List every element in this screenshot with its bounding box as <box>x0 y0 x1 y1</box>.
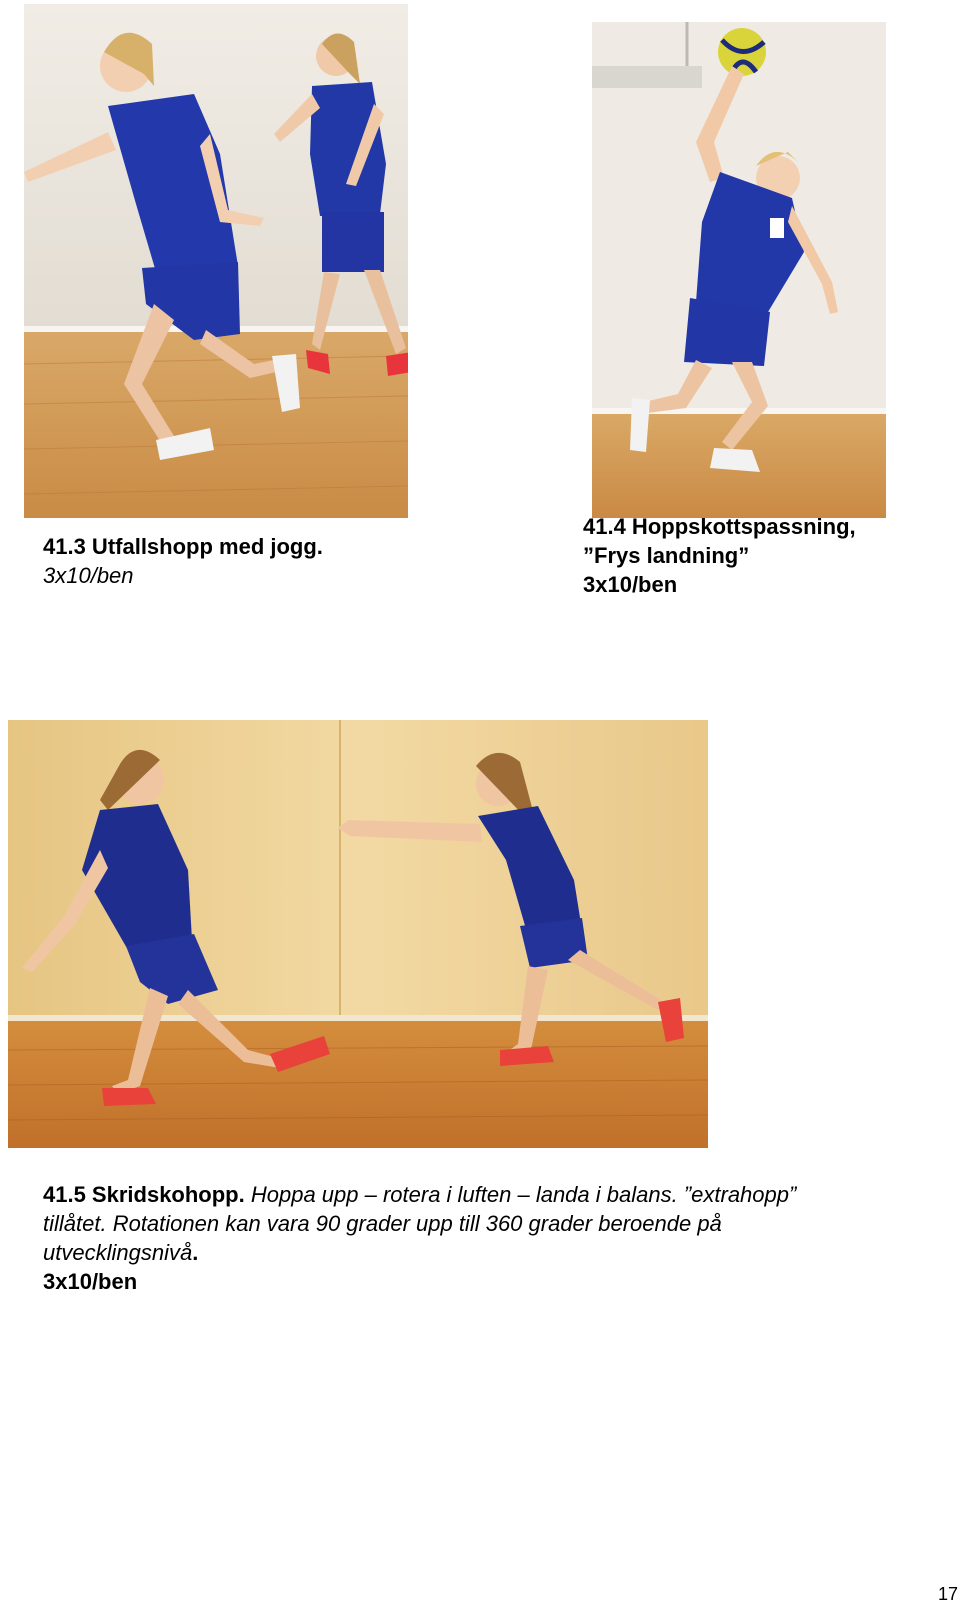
photo-41-4 <box>592 22 886 518</box>
exercise-subtitle: ”Frys landning” <box>583 543 750 568</box>
page-number: 17 <box>938 1584 959 1604</box>
exercise-description-end: . <box>192 1240 199 1265</box>
photo-41-5 <box>8 720 708 1148</box>
exercise-title: 41.4 Hoppskottspassning, <box>583 514 856 539</box>
exercise-dosage: 3x10/ben <box>43 1269 138 1294</box>
caption-41-4 <box>583 512 856 599</box>
exercise-title: 41.5 Skridskohopp. <box>43 1182 245 1207</box>
exercise-dosage: 3x10/ben <box>43 563 134 588</box>
exercise-description-line3: utvecklingsnivå <box>43 1240 193 1265</box>
exercise-description-line2: tillåtet. Rotationen kan vara 90 grader upp till 360 grader beroende på <box>43 1211 722 1236</box>
caption-41-3 <box>43 532 323 590</box>
exercise-description-line1: Hoppa upp – rotera i luften – landa i balans. ”extrahopp” <box>250 1182 797 1207</box>
exercise-dosage: 3x10/ben <box>583 572 678 597</box>
exercise-title: 41.3 Utfallshopp med jogg. <box>43 534 323 559</box>
photo-41-3 <box>24 4 408 518</box>
caption-41-5 <box>43 1180 923 1296</box>
